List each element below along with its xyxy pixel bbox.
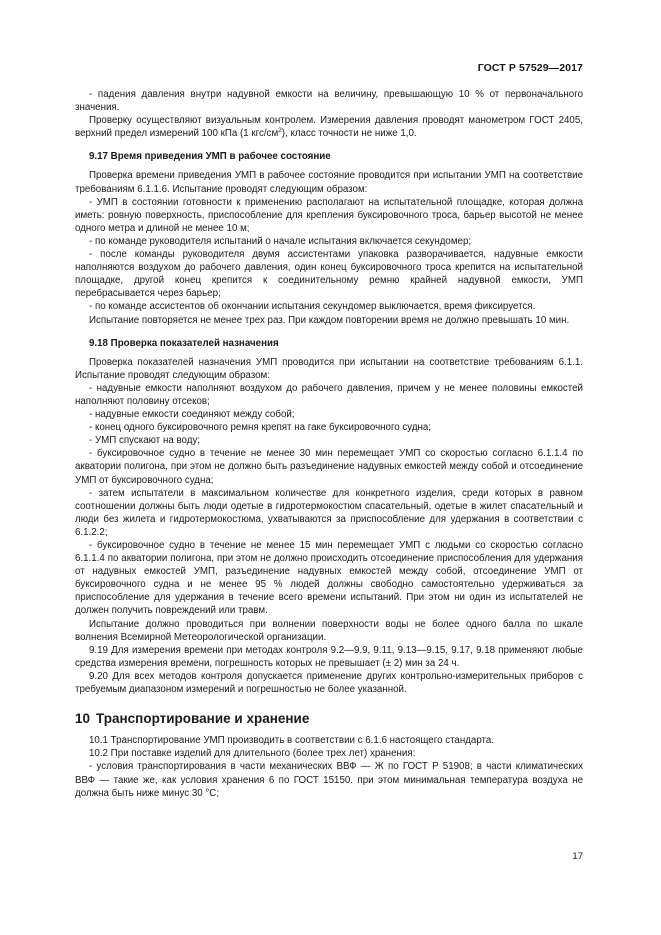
list-item: - буксировочное судно в течение не менее 30 мин перемещает УМП со скоростью согласно 6.1.1.4 по акватории полигона, при этом не должно быть разъединение надувных емкостей между собой и отсоединение УМП от буксировочного судна; xyxy=(75,448,583,486)
clause-10-1: 10.1 Транспортирование УМП производить в соответствии с 6.1.6 настоящего стандарта. xyxy=(89,735,495,747)
clause-9-19: 9.19 Для измерения времени при методах контроля 9.2—9.9, 9.11, 9.13—9.15, 9.17, 9.18 применяют любые средства измерения времени, погрешность которых не превышает (± 2) мин за 24 ч. xyxy=(75,644,583,669)
standard-number-header: ГОСТ Р 57529—2017 xyxy=(477,62,583,74)
paragraph: Испытание повторяется не менее трех раз. При каждом повторении время не должно превышать 10 мин. xyxy=(89,314,570,326)
clause-10-2: 10.2 При поставке изделий для длительного (более трех лет) хранения: xyxy=(89,748,416,760)
list-item: - УМП в состоянии готовности к применению располагают на испытательной площадке, которая должна иметь: ровную поверхность, приспособление для крепления буксировочного троса, барьер высотой не менее одного метра и длиной не менее 10 м; xyxy=(75,196,583,234)
paragraph: - падения давления внутри надувной емкости на величину, превышающую 10 % от первоначального значения. xyxy=(75,89,583,114)
list-item: - буксировочное судно в течение не менее 15 мин перемещает УМП с людьми со скоростью согласно 6.1.1.4 по акватории полигона, при этом не должно происходить отсоединение приспособления для удержания от надувных емкостей УМП, разъединение надувных емкостей между собой, отсоединение УМП от буксировочного судна и не менее 95 % людей должны свободно самостоятельно удерживаться за приспособление для удержания в течение всего времени испытаний. При этом ни один из испытателей не должен получить повреждений или травм. xyxy=(75,540,583,617)
list-item: - затем испытатели в максимальном количестве для конкретного изделия, среди которых в равном соотношении должны быть люди одетые в гидротермокостюм спасательный, одетые в жилет спасательный и люди без жилета и гидротермокостюма, ухватываются за приспособление для удержания в соответствии с 6.1.2.2; xyxy=(75,487,583,538)
list-item: - конец одного буксировочного ремня крепят на гаке буксировочного судна; xyxy=(89,422,432,434)
list-item: - условия транспортирования в части механических ВВФ — Ж по ГОСТ Р 51908; в части климатических ВВФ — такие же, как условия хранения 6 по ГОСТ 15150. при этом минимальная температура воздуха не должна быть ниже минус 30 °С; xyxy=(75,761,583,799)
page-number: 17 xyxy=(572,851,583,862)
list-item: - надувные емкости соединяют между собой; xyxy=(89,409,295,421)
paragraph: Проверка времени приведения УМП в рабочее состояние проводится при испытании УМП на соответствие требованиям 6.1.1.6. Испытание проводят следующим образом: xyxy=(75,170,583,195)
list-item: - по команде ассистентов об окончании испытания секундомер выключается, время фиксируется. xyxy=(89,301,536,313)
list-item: - после команды руководителя двумя ассистентами упаковка разворачивается, надувные емкости наполняются воздухом до рабочего давления, один конец буксировочного троса крепится на испытательной площадке, другой конец крепится к соединительному ремню крайней надувной емкости, УМП перебрасывается через барьер; xyxy=(75,249,583,300)
clause-9-20: 9.20 Для всех методов контроля допускается применение других контрольно-измерительных приборов с требуемым диапазоном измерений и погрешностью не более указанной. xyxy=(75,670,583,696)
paragraph: Испытание должно проводиться при волнении поверхности воды не более одного балла по шкале волнения Всемирной Метеорологической организации. xyxy=(75,618,583,643)
chapter-heading-10: 10 Транспортирование и хранение xyxy=(75,711,310,727)
paragraph: Проверка показателей назначения УМП проводится при испытании на соответствие требованиям 6.1.1. Испытание проводят следующим образом: xyxy=(75,356,583,381)
paragraph: Проверку осуществляют визуальным контролем. Измерения давления проводят манометром ГОСТ 2405, верхний предел измерений 100 кПа (1 кгс/$см^2$), класс точности не ниже 1,0. xyxy=(75,115,583,140)
list-item: - надувные емкости наполняют воздухом до рабочего давления, причем у не менее половины емкостей наполняют половину отсеков; xyxy=(75,382,583,407)
page-body xyxy=(75,88,583,800)
section-heading-9-17: 9.17 Время приведения УМП в рабочее состояние xyxy=(89,151,331,163)
list-item: - УМП спускают на воду; xyxy=(89,435,201,447)
section-heading-9-18: 9.18 Проверка показателей назначения xyxy=(89,337,279,349)
list-item: - по команде руководителя испытаний о начале испытания включается секундомер; xyxy=(89,235,472,247)
